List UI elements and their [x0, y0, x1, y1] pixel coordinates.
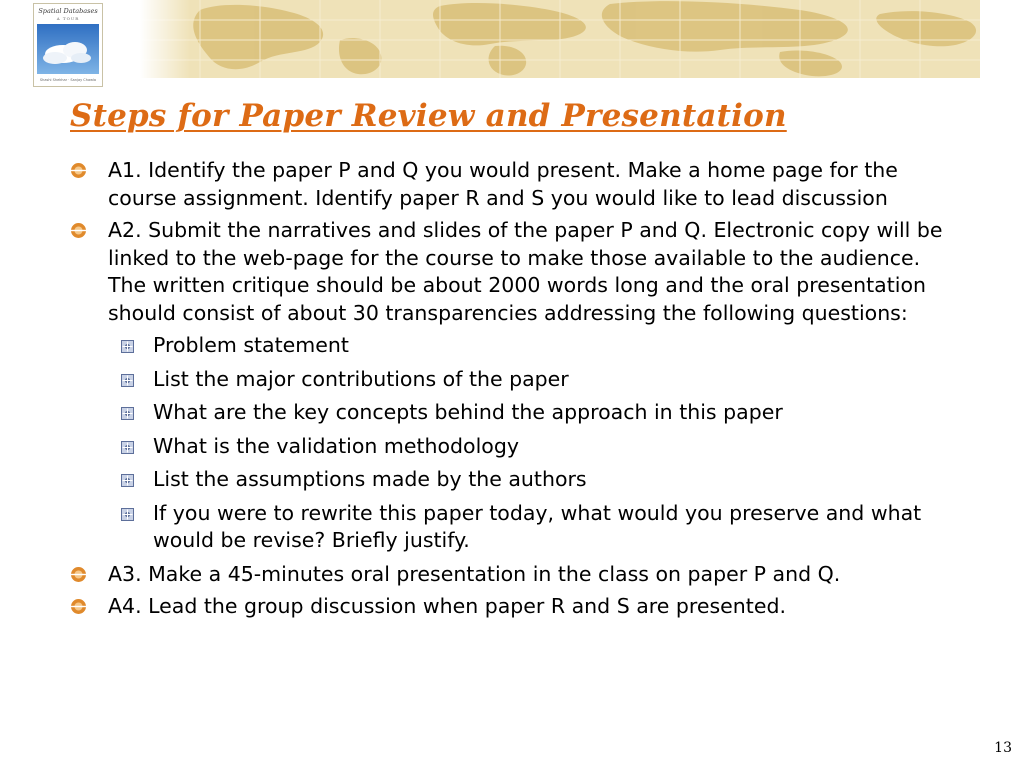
- sub-bullet-text: Problem statement: [153, 333, 349, 357]
- book-authors: Shashi Shekhar · Sanjay Chawla: [39, 78, 97, 82]
- square-bullet-icon: [121, 441, 134, 454]
- bullet-text: A1. Identify the paper P and Q you would present. Make a home page for the course assignment. Identify paper R and S you would like to lead discussion: [108, 158, 898, 210]
- book-title: Spatial Databases: [38, 7, 98, 15]
- sky-cloud-image: [37, 24, 99, 74]
- book-cover-logo: [33, 3, 103, 87]
- square-bullet-icon: [121, 340, 134, 353]
- sub-bullet-list: [70, 332, 950, 555]
- sub-bullet-text: If you were to rewrite this paper today, what would you preserve and what would be revise? Briefly justify.: [153, 500, 922, 552]
- header-banner: [0, 0, 980, 80]
- world-map-banner: [140, 0, 980, 78]
- sub-bullet-item: [70, 332, 950, 360]
- bullet-item-a2: [70, 217, 950, 327]
- bullet-item-a3: [70, 561, 950, 589]
- bullet-list: [70, 157, 950, 626]
- slide-title: Steps for Paper Review and Presentation: [70, 98, 787, 134]
- sub-bullet-text: What is the validation methodology: [153, 433, 519, 458]
- bullet-text: A3. Make a 45-minutes oral presentation in the class on paper P and Q.: [108, 561, 841, 586]
- bullet-text: A4. Lead the group discussion when paper R and S are presented.: [108, 594, 786, 618]
- bullet-text: A2. Submit the narratives and slides of the paper P and Q. Electronic copy will be linked to the web-page for the course to make those available to the audience. The written critique should be about 2000 words long and the oral presentation should consist of about 30 transparencies addressing the following questions:: [108, 218, 943, 325]
- sub-bullet-text: List the major contributions of the paper: [153, 366, 569, 391]
- sub-bullet-item: [70, 433, 950, 461]
- sub-bullet-item: [70, 500, 950, 555]
- orange-bullet-icon: [70, 162, 87, 179]
- sub-bullet-item: [70, 466, 950, 494]
- square-bullet-icon: [121, 407, 134, 420]
- page-number: 13: [994, 740, 1012, 756]
- orange-bullet-icon: [70, 566, 87, 583]
- square-bullet-icon: [121, 374, 134, 387]
- bullet-item-a1: [70, 157, 950, 212]
- sub-bullet-item: [70, 366, 950, 394]
- square-bullet-icon: [121, 474, 134, 487]
- sub-bullet-item: [70, 399, 950, 427]
- bullet-item-a4: [70, 593, 950, 621]
- square-bullet-icon: [121, 508, 134, 521]
- sub-bullet-text: What are the key concepts behind the approach in this paper: [153, 400, 783, 424]
- orange-bullet-icon: [70, 598, 87, 615]
- sub-bullet-text: List the assumptions made by the authors: [153, 467, 587, 491]
- book-subtitle: A TOUR: [56, 16, 80, 21]
- orange-bullet-icon: [70, 222, 87, 239]
